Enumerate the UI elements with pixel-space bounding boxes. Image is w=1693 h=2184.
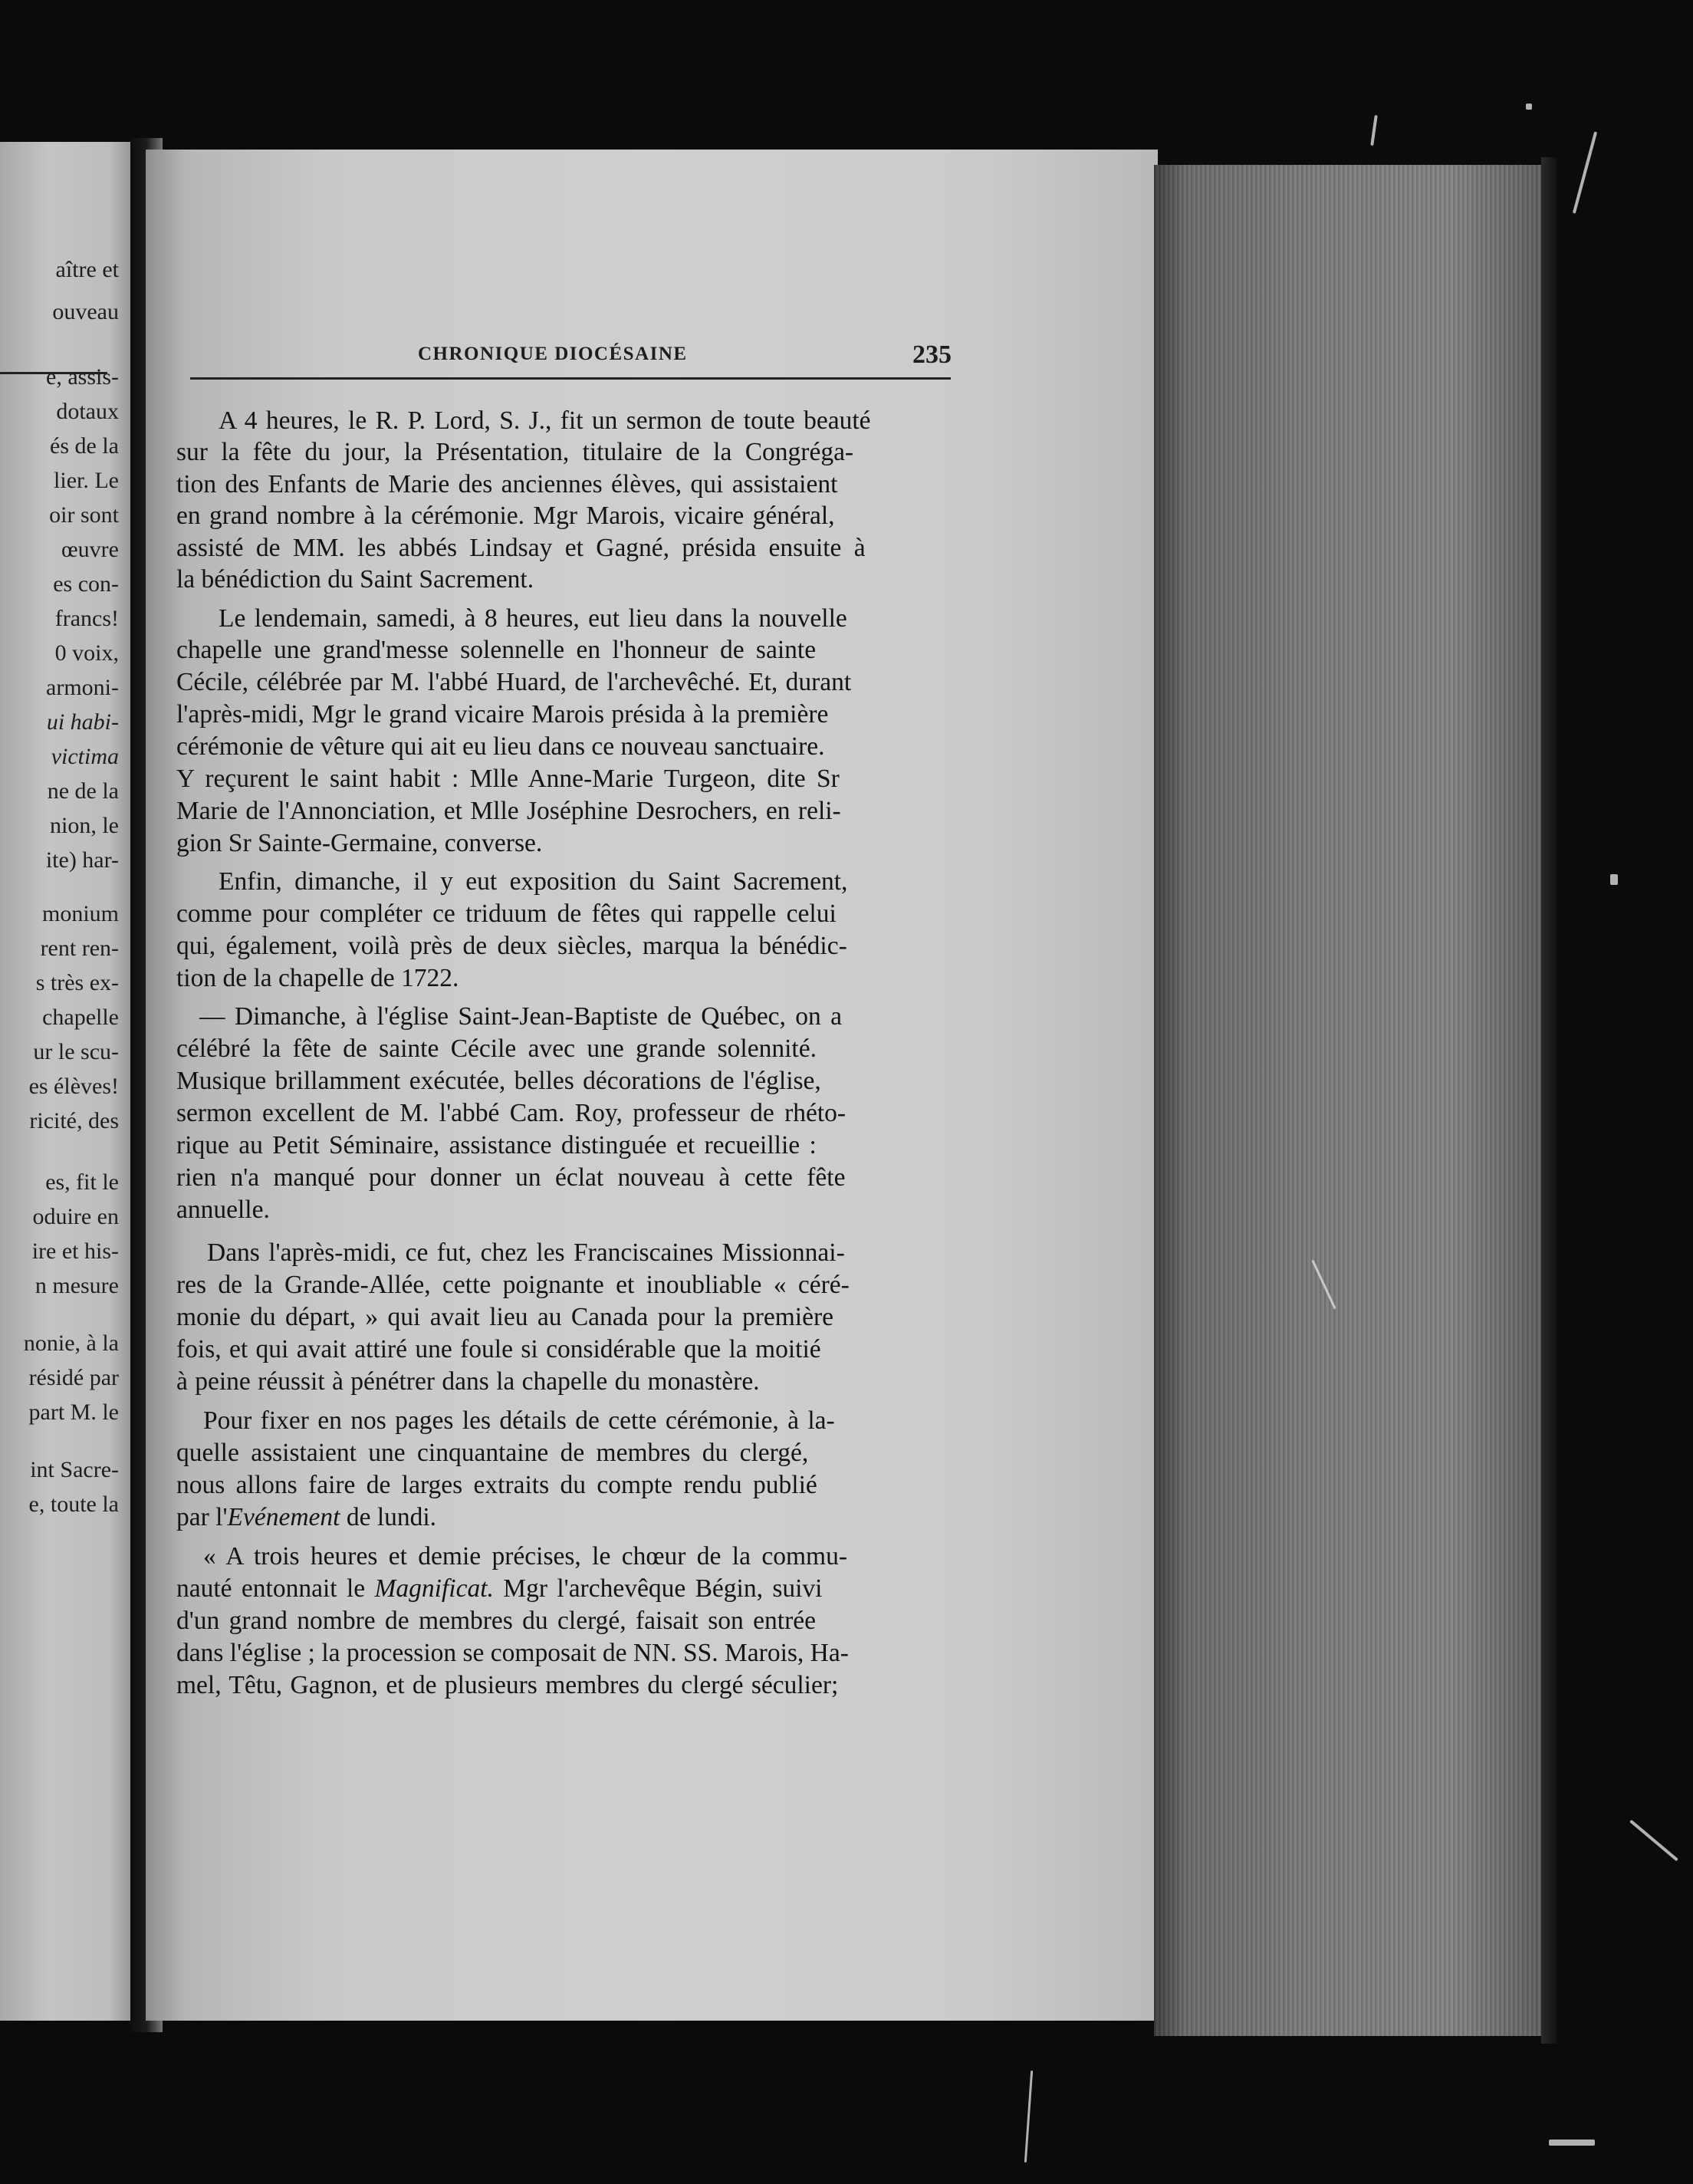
text-line <box>176 1505 436 1531</box>
text-line: rien n'a manqué pour donner un éclat nouveau à cette fête <box>176 1163 846 1192</box>
text-line: quelle assistaient une cinquantaine de membres du clergé, <box>176 1439 809 1467</box>
facing-page-line: aître et <box>55 257 119 282</box>
facing-page-line: es con- <box>53 571 119 597</box>
facing-page-line: œuvre <box>61 537 119 562</box>
text-line: Pour fixer en nos pages les détails de cette cérémonie, à la- <box>203 1406 835 1435</box>
text-fragment: Mgr l'archevêque Bégin, suivi <box>493 1574 823 1603</box>
text-line: Cécile, célébrée par M. l'abbé Huard, de l'archevêché. Et, durant <box>176 668 852 696</box>
italic-newspaper-title: Evénement <box>227 1503 340 1531</box>
facing-page-line: armoni- <box>46 675 119 700</box>
text-line: monie du départ, » qui avait lieu au Canada pour la première <box>176 1303 834 1331</box>
facing-page-line: e, assis- <box>46 364 119 390</box>
facing-page-line: es élèves! <box>28 1074 119 1099</box>
facing-page-line: dotaux <box>56 399 119 424</box>
facing-page-line: nion, le <box>50 813 119 838</box>
text-line: l'après-midi, Mgr le grand vicaire Marois présida à la première <box>176 700 829 729</box>
facing-page-line: ire et his- <box>31 1238 119 1264</box>
film-speck <box>1526 104 1532 110</box>
film-scratch <box>1573 131 1597 213</box>
running-header-title: CHRONIQUE DIOCÉSAINE <box>418 344 688 364</box>
text-fragment: nauté entonnait le <box>176 1574 375 1603</box>
facing-page-line: e, toute la <box>28 1492 119 1517</box>
facing-page-line: monium <box>41 901 119 926</box>
facing-page-line: ouveau <box>52 299 119 324</box>
text-line: rique au Petit Séminaire, assistance distinguée et recueillie : <box>176 1131 817 1159</box>
facing-page-line: és de la <box>50 433 119 459</box>
facing-page-line: n mesure <box>35 1273 119 1298</box>
text-line: mel, Têtu, Gagnon, et de plusieurs membres du clergé séculier; <box>176 1671 839 1699</box>
book-cover-edge <box>1541 157 1557 2044</box>
text-line: en grand nombre à la cérémonie. Mgr Marois, vicaire général, <box>176 502 835 530</box>
facing-page-line: ite) har- <box>45 847 119 873</box>
facing-page-line: 0 voix, <box>54 640 119 666</box>
text-line: Dans l'après-midi, ce fut, chez les Franciscaines Missionnai- <box>207 1238 845 1267</box>
text-line: Le lendemain, samedi, à 8 heures, eut lieu dans la nouvelle <box>219 604 847 633</box>
film-scratch <box>1024 2071 1033 2163</box>
text-line: nous allons faire de larges extraits du compte rendu publié <box>176 1471 817 1499</box>
text-line: dans l'église ; la procession se composait de NN. SS. Marois, Ha- <box>176 1639 849 1667</box>
text-line: gion Sr Sainte-Germaine, converse. <box>176 829 543 857</box>
text-line: chapelle une grand'messe solennelle en l'honneur de sainte <box>176 636 817 664</box>
text-line: d'un grand nombre de membres du clergé, faisait son entrée <box>176 1607 816 1635</box>
text-line: cérémonie de vêture qui ait eu lieu dans ce nouveau sanctuaire. <box>176 732 825 761</box>
text-line: assisté de MM. les abbés Lindsay et Gagné, présida ensuite à <box>176 534 866 562</box>
text-line: res de la Grande-Allée, cette poignante et inoubliable « céré- <box>176 1271 850 1299</box>
text-line: tion des Enfants de Marie des anciennes élèves, qui assistaient <box>176 470 838 498</box>
facing-page-line: es, fit le <box>45 1169 119 1195</box>
facing-page-line: lier. Le <box>54 468 119 493</box>
facing-page-line: ne de la <box>47 778 119 804</box>
header-rule <box>190 377 951 380</box>
text-line <box>176 1576 823 1602</box>
text-line: annuelle. <box>176 1196 270 1224</box>
text-line: tion de la chapelle de 1722. <box>176 964 459 992</box>
facing-page-line: ricité, des <box>29 1108 119 1133</box>
film-speck <box>1610 874 1618 885</box>
text-line: qui, également, voilà près de deux siècles, marqua la bénédic- <box>176 932 847 960</box>
facing-page-line: int Sacre- <box>30 1457 119 1482</box>
film-scratch <box>1370 115 1378 146</box>
facing-page-line: chapelle <box>42 1005 119 1030</box>
text-line: « A trois heures et demie précises, le chœur de la commu- <box>203 1542 847 1571</box>
facing-page-line: victima <box>51 744 119 769</box>
facing-page-line: part M. le <box>28 1400 119 1425</box>
text-line: la bénédiction du Saint Sacrement. <box>176 565 534 594</box>
text-line: célébré la fête de sainte Cécile avec une grande solennité. <box>176 1034 817 1063</box>
text-line: comme pour compléter ce triduum de fêtes qui rappelle celui <box>176 900 837 928</box>
text-line: Musique brillamment exécutée, belles décorations de l'église, <box>176 1067 821 1095</box>
text-fragment: par l' <box>176 1503 228 1531</box>
facing-page-line: ur le scu- <box>33 1039 119 1064</box>
facing-page-line: oir sont <box>49 502 119 528</box>
text-line: à peine réussit à pénétrer dans la chapelle du monastère. <box>176 1367 760 1396</box>
text-line: A 4 heures, le R. P. Lord, S. J., fit un sermon de toute beauté <box>219 406 871 435</box>
facing-page-fragment <box>0 142 136 2021</box>
text-line: sermon excellent de M. l'abbé Cam. Roy, professeur de rhéto- <box>176 1099 846 1127</box>
page-number: 235 <box>912 340 952 369</box>
text-line: Enfin, dimanche, il y eut exposition du Saint Sacrement, <box>219 867 848 896</box>
text-line: Marie de l'Annonciation, et Mlle Joséphine Desrochers, en reli- <box>176 797 841 825</box>
text-line: sur la fête du jour, la Présentation, titulaire de la Congréga- <box>176 438 854 466</box>
italic-hymn-title: Magnificat. <box>374 1574 494 1603</box>
facing-page-line: résidé par <box>28 1365 119 1390</box>
film-scratch <box>1629 1820 1678 1861</box>
facing-page-line: s très ex- <box>35 970 119 995</box>
facing-page-line: nonie, à la <box>23 1330 119 1356</box>
page-block-edges <box>1154 165 1553 2036</box>
facing-page-line: ui habi- <box>46 709 119 735</box>
text-line: — Dimanche, à l'église Saint-Jean-Baptiste de Québec, on a <box>199 1002 843 1031</box>
film-speck <box>1549 2140 1595 2146</box>
text-fragment: de lundi. <box>340 1503 437 1531</box>
text-line: fois, et qui avait attiré une foule si considérable que la moitié <box>176 1335 821 1363</box>
text-line: Y reçurent le saint habit : Mlle Anne-Marie Turgeon, dite Sr <box>176 765 840 793</box>
facing-page-line: oduire en <box>32 1204 119 1229</box>
facing-page-line: rent ren- <box>40 936 119 961</box>
facing-page-line: francs! <box>54 606 119 631</box>
